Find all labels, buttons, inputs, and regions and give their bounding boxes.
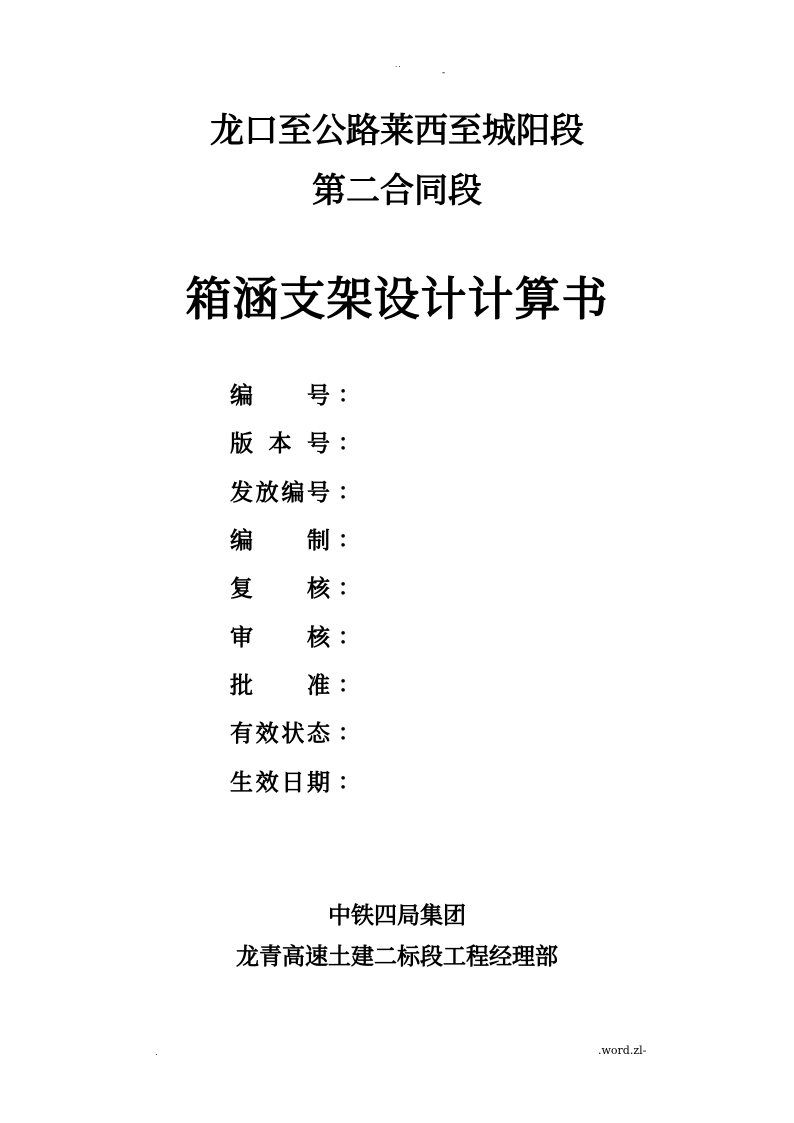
field-row-banbenhao <box>230 420 630 468</box>
field-label: 编 号 <box>230 383 330 410</box>
field-colon: ： <box>338 576 361 602</box>
field-label: 审 核 <box>230 624 330 651</box>
field-colon: ： <box>338 528 361 554</box>
header-dots: ·· <box>395 63 402 71</box>
field-label: 批 准 <box>230 672 330 699</box>
organization-name: 中铁四局集团 <box>328 903 466 929</box>
field-colon: ： <box>338 769 361 795</box>
footer-right-mark: .word.zl- <box>598 1044 647 1057</box>
field-colon: ： <box>338 383 361 409</box>
field-row-pizhun <box>230 662 630 710</box>
field-row-youxiaozhuangtai <box>230 710 630 758</box>
field-label: 编 制 <box>230 528 330 555</box>
field-label: 有 效 状 态 <box>230 721 330 748</box>
field-colon: ： <box>338 431 361 457</box>
field-colon: ： <box>338 479 361 505</box>
field-label: 生 效 日 期 <box>230 769 330 796</box>
field-row-fuhe <box>230 565 630 613</box>
field-row-shenhe <box>230 613 630 661</box>
field-row-fafangbianhao <box>230 469 630 517</box>
page-header-marks <box>0 62 794 78</box>
field-label: 复 核 <box>230 576 330 603</box>
organization-department: 龙青高速土建二标段工程经理部 <box>236 944 558 970</box>
document-metadata-list <box>230 372 630 807</box>
field-label: 发 放 编 号 <box>230 479 330 506</box>
field-colon: ： <box>338 721 361 747</box>
project-title-line1: 龙口至公路莱西至城阳段 <box>210 111 584 151</box>
field-colon: ： <box>338 624 361 650</box>
field-label: 版 本 号 <box>230 431 330 458</box>
project-title-line2: 第二合同段 <box>312 171 482 211</box>
document-main-title: 箱涵支架设计计算书 <box>185 272 609 326</box>
field-row-bianhao <box>230 372 630 420</box>
header-dash: - <box>442 68 446 78</box>
field-row-bianzhi <box>230 517 630 565</box>
field-row-shengxiaoriqi <box>230 758 630 806</box>
field-colon: ： <box>338 672 361 698</box>
footer-left-mark: . <box>155 1048 158 1057</box>
